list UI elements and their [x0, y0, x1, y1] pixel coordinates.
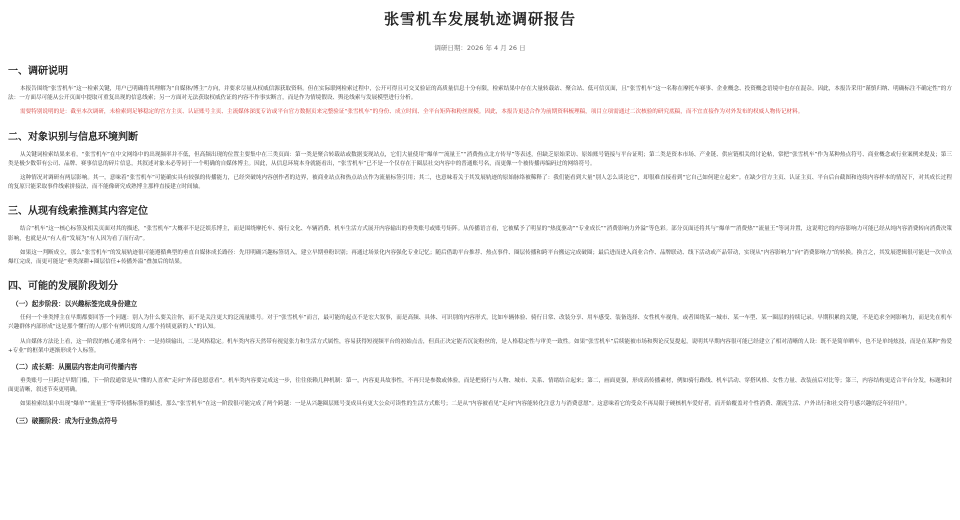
- paragraph: 如果这一判断成立，那么“张雪机车”的发展轨迹很可能遵循典型的垂直自媒体成长路径：先用明确兴趣标签切入，建立早期垂粉识别；再通过场景化内容强化专业记忆；随后借助平台推荐、热点事件、圈层传播和跨平台搬运完成破圈；最后进而进入商业合作、品牌联动、线下活动或产品带动，实现从“内容影响力”向“消费影响力”的转换。换言之，其发展逻辑很可能是一次单点爆红完成，而更可能是“垂类深耕+圈层信任+传播外溢”叠加后的结果。: [8, 249, 952, 266]
- section-heading-object-identification: 二、对象识别与信息环境判断: [8, 131, 138, 143]
- paragraph: 如果检索结果中出现“爆单”“流量王”等带传播标签的描述，那么“张雪机车”在这一阶段很可能完成了两个跨越：一是从兴趣圈层账号变成具有更大公众可读性的生活方式账号；二是从“内容被看见”走向“内容能转化注意力与消费意愿”。这意味着它的受众不再局限于硬核机车爱好者，而开始覆盖对个性消费、潮流生活、户外出行和社交符号感兴趣的泛年轻用户。: [20, 401, 911, 408]
- report-date: 调研日期：2026 年 4 月 26 日: [434, 44, 526, 52]
- subsection-heading-startup: （一）起步阶段：以兴趣标签完成身份建立: [12, 300, 138, 309]
- paragraph: 结合“机车”这一核心标签及相关页面对其的描述，“张雪机车”大概率不是泛娱乐博主，而是围绕摩托车、骑行文化、车辆消费、机车生活方式展开内容输出的垂类账号或账号矩阵。从传播语言看，它被赋予了明显的“热度驱动”“专业成长”“消费影响力外溢”等色彩。部分页面还将其与“爆单”“消费热”“流量王”等词并置，这说明它的内容影响力可能已经从纯内容消费转向消费决策影响，也就是从“有人看”发展为“有人因为看了而行动”。: [8, 226, 952, 242]
- paragraph: 从自媒体方法论上看，这一阶段的核心通常有两个：一是持续输出，二是风格稳定。机车类内容天然带有视觉张力和生活方式属性，容易获得短视频平台的初始点击，但真正决定能否沉淀粉丝的，是人格稳定性与审美一致性。如果“张雪机车”后续能被市场和舆论反复提起，说明其早期内容很可能已经建立了相对清晰的人设：既不是简单晒车，也不是单纯炫技，而是在某种“热爱+专业”的框架中逐渐形成个人标签。: [8, 338, 952, 354]
- section-heading-development-stages: 四、可能的发展阶段划分: [8, 281, 118, 293]
- report-title: 张雪机车发展轨迹调研报告: [383, 10, 576, 28]
- paragraph: 本报告围绕“张雪机车”这一检索关键，用户已明确将其理解为“自媒体/博主”方向，并要求尽量从权威信源获取资料。但在实际联网检索过程中，公开可得且可交叉验证的高质量信息十分有限，检索结果中存在大量转载站、聚合站、低可信页面，且“张雪机车”这一名称在摩托车赛事、企业概念、投资概念语境中也存在混杂。因此，本报告采用“谨慎归纳、明确标注不确定性”的方法：一方面尽可能从公开页面中提取可重复出现的信息线索；另一方面对无法获取权威佐证的内容不作事实断言，而是作为情境假设、舆论线索与发展模型进行分析。: [8, 86, 952, 102]
- subsection-heading-growth: （二）成长期：从圈层内容走向可传播内容: [12, 363, 138, 372]
- paragraph: 垂类账号一旦跨过早期门槛，下一阶段通常是从“懂的人喜欢”走向“外部也愿意看”。机车类内容要完成这一步，往往依赖几种机制：第一，内容更具故事性，不再只是参数或体验，而是把骑行与人物、城市、关系、情绪结合起来；第二，画面更强，形成高传播素材，例如骑行路线、机车活动、穿搭风格、女性力量、改装前后对比等；第三，内容结构更适合平台分发，标题和封面更清晰，叙述节奏更明确。: [8, 378, 952, 394]
- warning-paragraph: 需要特别说明的是：截至本次调研，未检索到足够稳定的官方主页、认证账号主页、主流媒体深度专访或平台官方数据页来完整验证“张雪机车”的身份、成立时间、全平台矩阵和粉丝规模。因此，本报告更适合作为前期资料梳理稿，项目立项需通过二次核验的研究底稿，而不宜直接作为对外发布的权威人物传记材料。: [20, 109, 804, 116]
- paragraph: 任何一个垂类博主在早期都要回答一个问题：别人为什么要关注你，而不是关注更大的泛流量账号。对于“张雪机车”而言，最可能的起点不是宏大叙事，而是高频、具体、可识别的内容形式，比如车辆体验、骑行日常、改装分享、用车感受、装备选择、女性机车视角，或者围绕某一城市、某一车型、某一圈层的持续记录。早期积累的关键，不是追求全网影响力，而是先在机车兴趣群体内部形成“这是那个懂行的人/那个有辨识度的人/那个持续更新的人”的认知。: [8, 315, 952, 331]
- subsection-heading-breakout: （三）破圈阶段：成为行业热点符号: [12, 416, 118, 425]
- section-heading-content-positioning: 三、从现有线索推测其内容定位: [8, 206, 148, 218]
- paragraph: 从关键词检索结果来看，“张雪机车”在中文网络中的出现频率并不低，但高频出现的位置主要集中在三类页面：第一类是聚合转载站或数据变现站点，它们大量使用“爆单”“流量王”“消费热点北方传导”等表述，但缺乏原始采访、原始账号链接与平台证明；第二类是资本市场、产业链、供应链相关的讨论帖，常把“张雪机车”作为某种热点符号、商业概念或行业案例来提及；第三类是极少数带有公司、品牌、赛事信息的碎片信息，其叙述对象未必等同于一个明确的自媒体博主。因此，从信息环境本身就能看出，“张雪机车”已不是一个仅存在于圈层社交内容中的普通账号名，而更像一个被传播再编码过的网络符号。: [8, 151, 952, 167]
- section-heading-research-notes: 一、调研说明: [8, 66, 68, 77]
- paragraph: 这种情况对调研有两层影响。其一，意味着“张雪机车”可能确实具有较强的传播能力，已经突破纯内容创作者的边界，被商业站点和热点站点作为流量标签引用；其二，也意味着关于其发展轨迹的原始脉络被稀释了：我们能看到大量“别人怎么谈论它”，却很难直接看到“它自己如何建立起来”。在缺少官方主页、认证主页、平台后台截图和连续内容样本的情况下，对其成长过程的复原只能采取事件线索拼接法，而不能像研究成熟博主那样直接建立时间轴。: [8, 175, 952, 191]
